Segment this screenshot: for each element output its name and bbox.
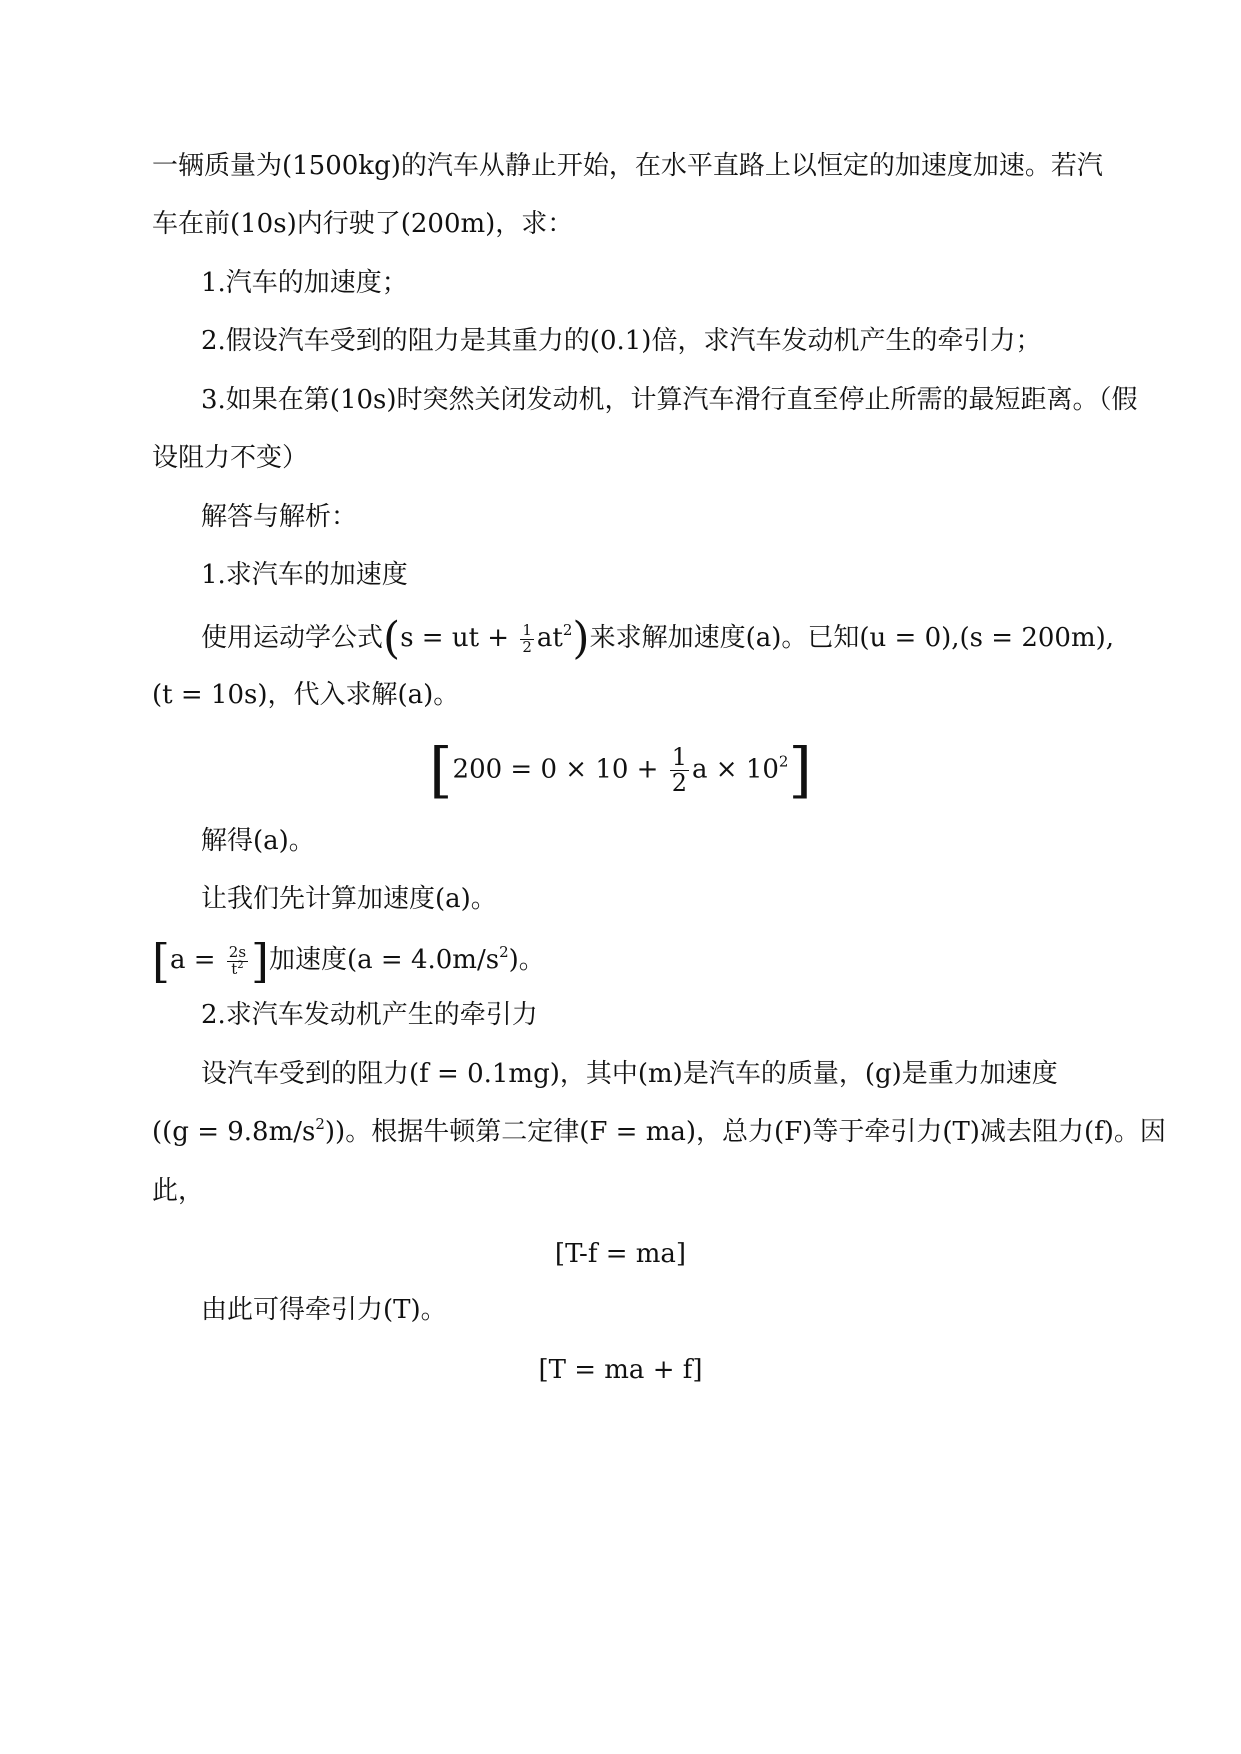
- equation-1-fraction: [670, 745, 689, 796]
- part2-title: 2.求汽车发动机产生的牵引力: [201, 1000, 538, 1030]
- question-3-line-2: 设阻力不变）: [152, 443, 309, 473]
- acceleration-result-end: )。: [508, 945, 545, 975]
- denominator-base: t: [231, 959, 238, 978]
- solve-text: 解得(a)。: [201, 826, 315, 856]
- fraction-numerator: 1: [671, 743, 688, 771]
- equation-1-right: a × 10: [692, 754, 779, 785]
- part2-line-2: [152, 1114, 1166, 1150]
- equation-1-left: 200 = 0 × 10 +: [452, 754, 667, 785]
- part1-line-2: (t = 10s)，代入求解(a)。: [152, 680, 460, 710]
- fraction-numerator: 1: [522, 620, 532, 639]
- intro-text-a: 使用运动学公式: [201, 623, 384, 653]
- equation-2-line: [152, 934, 545, 988]
- formula-part-b: at: [536, 623, 563, 653]
- left-bracket: [: [429, 735, 453, 806]
- right-paren: ): [572, 613, 590, 664]
- calc-text: 让我们先计算加速度(a)。: [201, 884, 497, 914]
- newton-text: ))。根据牛顿第二定律(F = ma)，总力(F)等于牵引力(T)减去阻力(f)。因: [324, 1117, 1166, 1147]
- equation-1: [0, 735, 1241, 806]
- gravity-text: ((g = 9.8m/s: [152, 1117, 316, 1147]
- equation-4: [T = ma + f]: [538, 1355, 703, 1385]
- right-bracket: ]: [251, 934, 269, 988]
- question-2: 2.假设汽车受到的阻力是其重力的(0.1)倍，求汽车发动机产生的牵引力；: [201, 326, 1042, 356]
- part2-line-3: 此，: [152, 1176, 205, 1206]
- gravity-exponent: 2: [315, 1115, 325, 1133]
- formula-exponent: 2: [562, 621, 573, 639]
- problem-line-1: 一辆质量为(1500kg)的汽车从静止开始，在水平直路上以恒定的加速度加速。若汽: [152, 151, 1103, 181]
- formula-fraction: [520, 620, 534, 656]
- problem-line-2: 车在前(10s)内行驶了(200m)，求：: [152, 209, 574, 239]
- formula-part-a: s = ut +: [400, 623, 518, 653]
- part1-title: 1.求汽车的加速度: [201, 560, 408, 590]
- question-3-line-1: 3.如果在第(10s)时突然关闭发动机，计算汽车滑行直至停止所需的最短距离。（假: [201, 385, 1138, 415]
- derive-text: 由此可得牵引力(T)。: [201, 1295, 447, 1325]
- equation-1-exponent: 2: [778, 752, 789, 771]
- intro-text-b: 来求解加速度(a)。已知(u = 0),(s = 200m),: [589, 623, 1115, 653]
- left-paren: (: [383, 613, 401, 664]
- fraction-denominator: 2: [522, 637, 532, 656]
- question-1: 1.汽车的加速度；: [201, 268, 408, 298]
- right-bracket: ]: [788, 735, 812, 806]
- equation-3: [T-f = ma]: [554, 1239, 687, 1269]
- denominator-exponent: 2: [237, 959, 244, 971]
- fraction-numerator: 2s: [228, 942, 247, 961]
- kinematics-formula: [400, 620, 573, 656]
- solution-heading: 解答与解析：: [201, 502, 358, 532]
- part1-intro: [201, 613, 1115, 664]
- acceleration-exponent: 2: [499, 943, 509, 961]
- left-bracket: [: [152, 934, 170, 988]
- part2-line-1: 设汽车受到的阻力(f = 0.1mg)，其中(m)是汽车的质量，(g)是重力加速度: [201, 1059, 1058, 1089]
- equation-2-left: a =: [169, 945, 224, 975]
- fraction-denominator: 2: [671, 769, 688, 798]
- fraction-denominator: [229, 959, 245, 978]
- equation-2-fraction: [227, 942, 248, 978]
- acceleration-result: 加速度(a = 4.0m/s: [268, 945, 500, 975]
